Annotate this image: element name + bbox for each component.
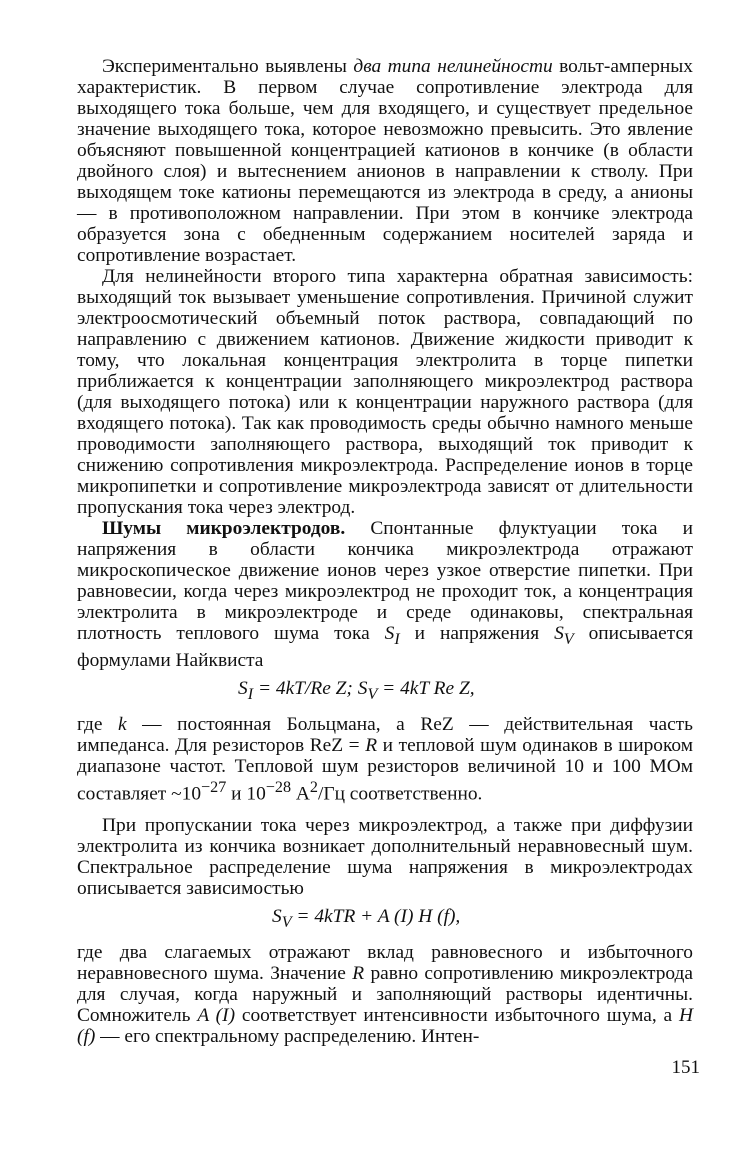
exponent: 2: [309, 778, 318, 796]
text-span: Спонтанные флуктуации тока и напряжения в области кончика микроэлектрода отражают микроскопическое движение ионов через узкое отверстие пипетки. При равновесии, когда через микроэлектрод не проходит ток, а концентрация электролита в микроэлектроде и среде одинаковы, спектральная плотность теплового шума тока: [77, 518, 693, 644]
subscript: V: [563, 630, 574, 648]
text-span: и 10: [226, 783, 266, 805]
formula-part: = 4kT/Re Z; S: [253, 677, 368, 699]
symbol-s: S: [384, 623, 395, 644]
text-span: где: [77, 713, 119, 735]
text-span: /Гц соответственно.: [317, 783, 483, 805]
text-span: и тепловой шум одинаков в широком диапазоне частот. Тепловой шум резисторов величиной 10 и 100 МОм составляет ~10: [77, 734, 693, 805]
text-span: где два слагаемых отражают вклад равновесного и избыточного неравновесного шума. Значение: [77, 942, 693, 985]
text-span: вольт-амперных характеристик. В первом случае сопротивление электрода для выходящего тока больше, чем для входящего, и существует предельное значение выходящего тока, которое невозможно превысить. Это явление объясняют повышенной концентрацией катионов в кончике (в области двойного слоя) и вытеснением анионов в направлении к стволу. При выходящем токе катионы перемещаются из электрода в среду, а анионы — в противоположном направлении. При этом в кончике электрода образуется зона с обедненным содержанием носителей заряда и сопротивление возрастает.: [77, 56, 693, 266]
text-span: соответствует интенсивности избыточного шума, а: [235, 1005, 679, 1027]
exponent: −27: [201, 778, 227, 796]
paragraph-noise: [77, 518, 693, 671]
text-span: описывается формулами Найквиста: [77, 623, 694, 671]
page-number: 151: [671, 1057, 700, 1078]
paragraph-terms: [77, 942, 693, 1047]
formula-sub: I: [247, 685, 254, 703]
formula-sub: V: [281, 914, 292, 932]
text-span: — постоянная Больцмана, а ReZ — действительная часть импеданса. Для резисторов ReZ =: [77, 713, 693, 756]
text-span: А: [291, 783, 310, 805]
formula-part: S: [238, 677, 248, 699]
paragraph-boltzmann: [77, 714, 693, 804]
paragraph-second-type: Для нелинейности второго типа характерна обратная зависимость: выходящий ток вызывает уменьшение сопротивления. Причиной служит электроосмотический объемный поток раствора, совпадающий по направлению с движением катионов. Движение жидкости приводит к тому, что локальная концентрация электролита в торце пипетки приближается к концентрации заполняющего микроэлектрод раствора (для выходящего потока) или к концентрации наружного раствора (для входящего потока). Так как проводимость среды обычно намного меньше проводимости заполняющего раствора, выходящий ток приводит к снижению сопротивления микроэлектрода. Распределение ионов в торце микропипетки и сопротивление микроэлектрода зависят от длительности пропускания тока через электрод.: [77, 266, 693, 518]
symbol-a-of-i: A (I): [197, 1005, 236, 1027]
symbol-h-of-f: H (f): [77, 1005, 693, 1048]
formula-part: = 4kT Re Z,: [377, 677, 475, 699]
text-span: Экспериментально выявлены: [102, 56, 354, 77]
text-span: равно сопротивлению микроэлектрода для случая, когда наружный и заполняющий растворы идентичны. Сомножитель: [77, 963, 694, 1027]
symbol-s: S: [554, 623, 564, 644]
paragraph-nonlinearity-types: [77, 56, 693, 266]
symbol-r: R: [352, 963, 365, 985]
section-heading: Шумы микроэлектродов.: [102, 518, 346, 539]
formula-spectral: [77, 906, 693, 933]
exponent: −28: [265, 778, 292, 796]
formula-part: S: [272, 906, 282, 928]
italic-term: два типа нелинейности: [353, 56, 553, 77]
formula-nyquist: [77, 678, 693, 705]
formula-part: = 4kTR + A (I) H (f),: [291, 906, 461, 928]
formula-sub: V: [367, 685, 378, 703]
text-span: и напряжения: [399, 623, 555, 644]
paragraph-nonequilibrium: При пропускании тока через микроэлектрод, а также при диффузии электролита из кончика возникает дополнительный неравновесный шум. Спектральное распределение шума напряжения в микроэлектродах описывается зависимостью: [77, 815, 693, 900]
text-span: — его спектральному распределению. Интен-: [95, 1026, 480, 1048]
page-body: [77, 56, 693, 1047]
symbol-k: k: [118, 713, 127, 735]
subscript: I: [394, 630, 400, 648]
symbol-r: R: [365, 734, 378, 756]
